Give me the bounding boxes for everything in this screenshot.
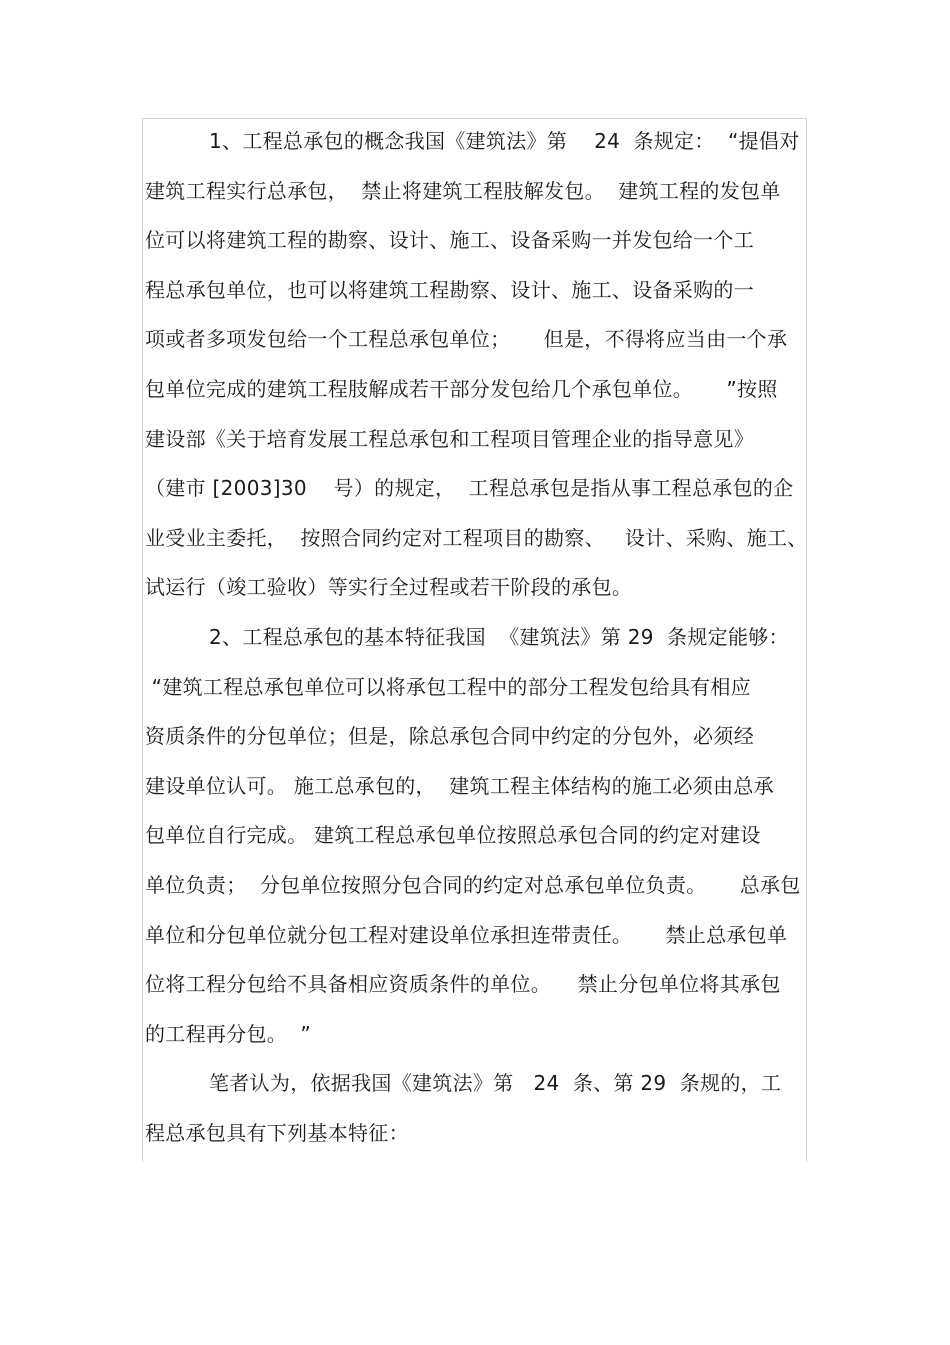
- paragraph-1-line-5: 项或者多项发包给一个工程总承包单位； 但是，不得将应当由一个承: [145, 327, 788, 352]
- paragraph-2-line-1: 2、工程总承包的基本特征我国 《建筑法》第 29 条规定能够：: [209, 624, 789, 649]
- paragraph-1-line-2: 建筑工程实行总承包， 禁止将建筑工程肢解发包。 建筑工程的发包单: [145, 178, 781, 203]
- paragraph-2-line-4: 建设单位认可。 施工总承包的， 建筑工程主体结构的施工必须由总承: [145, 773, 774, 798]
- paragraph-1-line-7: 建设部《关于培育发展工程总承包和工程项目管理企业的指导意见》: [145, 426, 754, 451]
- paragraph-1-line-9: 业受业主委托， 按照合同约定对工程项目的勘察、 设计、采购、施工、: [145, 525, 808, 550]
- paragraph-1-line-3: 位可以将建筑工程的勘察、设计、施工、设备采购一并发包给一个工: [145, 228, 754, 253]
- paragraph-3-line-1: 笔者认为，依据我国《建筑法》第 24 条、第 29 条规的，工: [209, 1071, 782, 1096]
- paragraph-1-line-8: （建市 [2003]30 号）的规定， 工程总承包是指从事工程总承包的企: [145, 476, 794, 501]
- paragraph-2-line-3: 资质条件的分包单位；但是，除总承包合同中约定的分包外，必须经: [145, 724, 754, 749]
- paragraph-2-line-9: 的工程再分包。 ”: [145, 1021, 312, 1046]
- paragraph-2-line-6: 单位负责； 分包单位按照分包合同的约定对总承包单位负责。 总承包: [145, 872, 801, 897]
- paragraph-2-line-7: 单位和分包单位就分包工程对建设单位承担连带责任。 禁止总承包单: [145, 922, 788, 947]
- paragraph-1-line-1: 1、工程总承包的概念我国《建筑法》第 24 条规定： “提倡对: [209, 129, 800, 153]
- paragraph-1-line-4: 程总承包单位，也可以将建筑工程勘察、设计、施工、设备采购的一: [145, 277, 754, 302]
- paragraph-2-line-5: 包单位自行完成。 建筑工程总承包单位按照总承包合同的约定对建设: [145, 823, 761, 848]
- paragraph-2-line-8: 位将工程分包给不具备相应资质条件的单位。 禁止分包单位将其承包: [145, 972, 781, 997]
- document-body: [145, 117, 807, 1158]
- paragraph-2-line-2: “建筑工程总承包单位可以将承包工程中的部分工程发包给具有相应: [145, 674, 752, 699]
- paragraph-1-line-6: 包单位完成的建筑工程肢解成若干部分发包给几个承包单位。 ”按照: [145, 376, 778, 401]
- paragraph-1-line-10: 试运行（竣工验收）等实行全过程或若干阶段的承包。: [145, 575, 633, 600]
- paragraph-3-line-2: 程总承包具有下列基本特征：: [145, 1120, 409, 1145]
